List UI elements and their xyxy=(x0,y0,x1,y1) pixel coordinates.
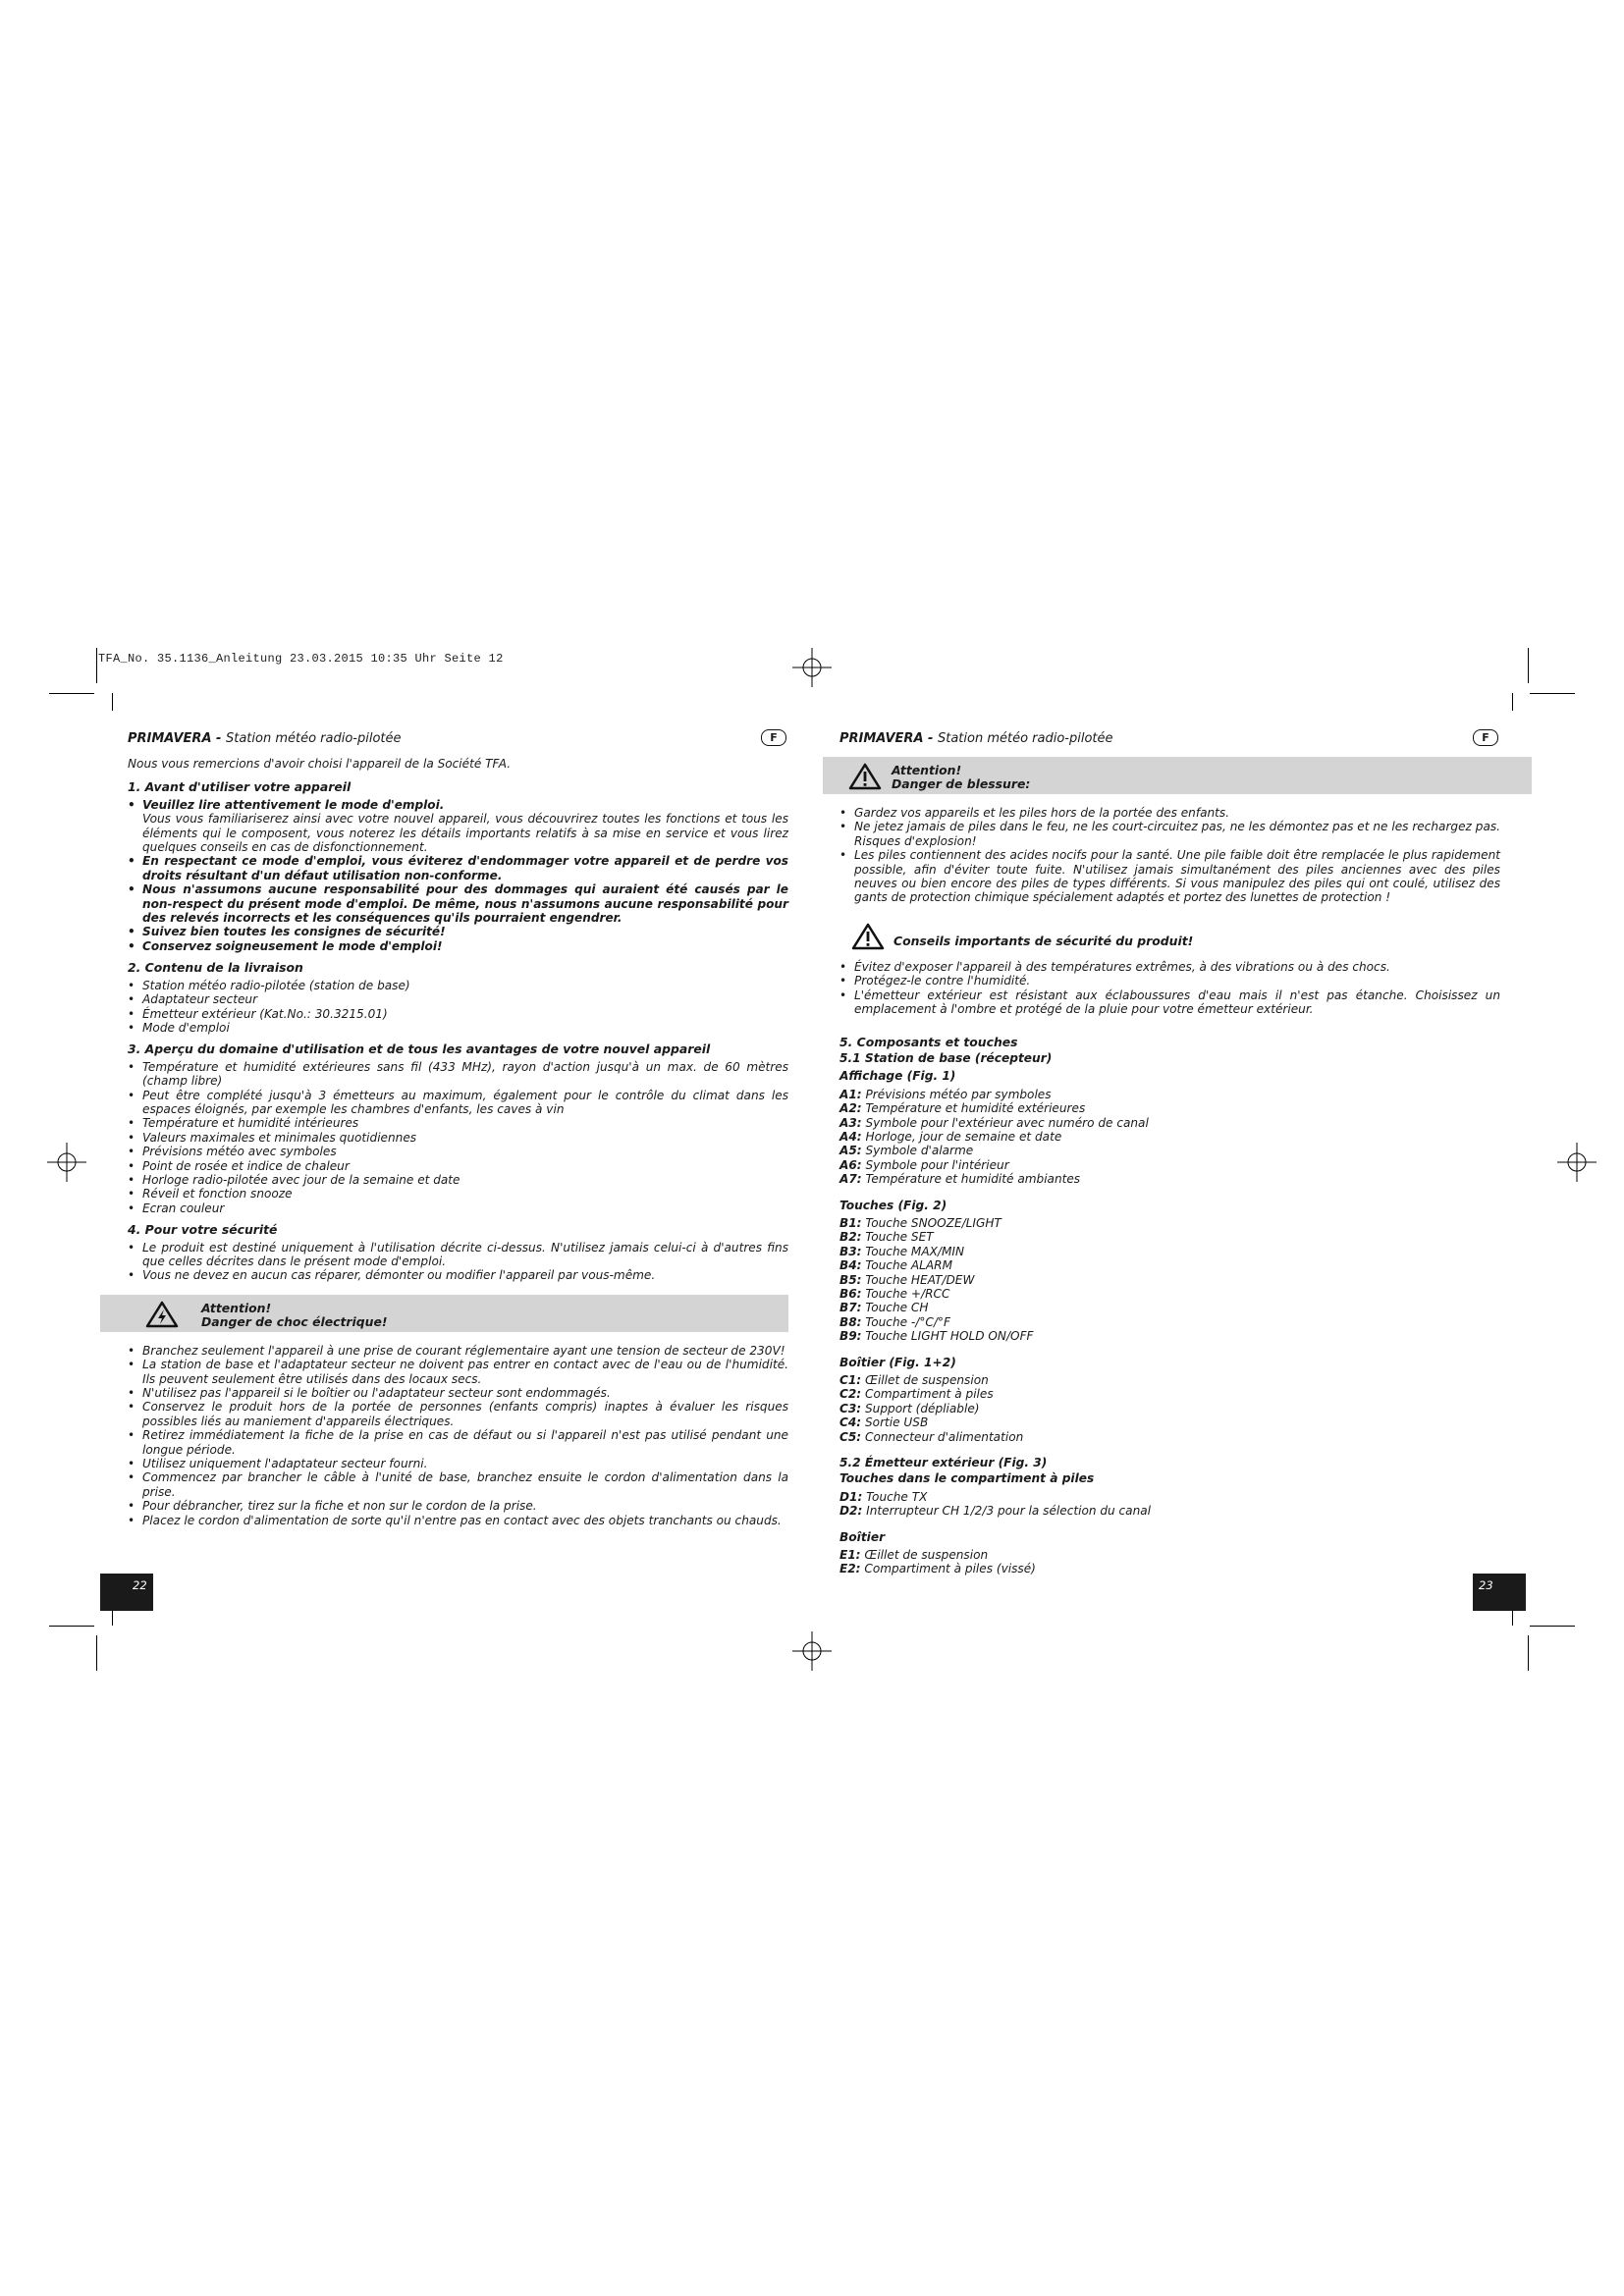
crop-mark xyxy=(49,1626,94,1627)
list-item: • Nous n'assumons aucune responsabilité pour des dommages qui auraient été causés par le non-respect du présent mode d'emploi. De même, nous n'assumons aucune responsabilité pour des relevés incorrects et les conséquences qu'ils pourraient engendrer. xyxy=(128,882,788,925)
group-heading: Boîtier (Fig. 1+2) xyxy=(839,1355,956,1369)
list-item: C1: Œillet de suspension xyxy=(839,1373,989,1387)
list-item: • Évitez d'exposer l'appareil à des températures extrêmes, à des vibrations ou à des chocs. xyxy=(839,960,1500,974)
list-item: • N'utilisez pas l'appareil si le boîtier ou l'adaptateur secteur sont endommagés. xyxy=(128,1386,788,1400)
list-item: A7: Température et humidité ambiantes xyxy=(839,1172,1081,1187)
section-heading: 4. Pour votre sécurité xyxy=(128,1222,278,1238)
language-badge: F xyxy=(1473,729,1498,746)
list-item: • Suivez bien toutes les consignes de sécurité! xyxy=(128,925,788,938)
warning-icon xyxy=(851,923,885,950)
list-item: • Utilisez uniquement l'adaptateur secteur fourni. xyxy=(128,1457,788,1470)
group-heading: Boîtier xyxy=(839,1529,886,1544)
list-item: • Peut être complété jusqu'à 3 émetteurs au maximum, également pour le contrôle du climat dans les espaces éloignés, par exemple les chambres d'enfants, les caves à vin xyxy=(128,1089,788,1117)
list-item: A4: Horloge, jour de semaine et date xyxy=(839,1129,1062,1144)
list-item: • Commencez par brancher le câble à l'unité de base, branchez ensuite le cordon d'alimentation dans la prise. xyxy=(128,1470,788,1499)
left-page xyxy=(128,731,788,1533)
list-item: E1: Œillet de suspension xyxy=(839,1548,989,1563)
list-item: • La station de base et l'adaptateur secteur ne doivent pas entrer en contact avec de l'eau ou de l'humidité. Ils peuvent seulement être utilisés dans des locaux secs. xyxy=(128,1358,788,1386)
crop-mark xyxy=(1528,1635,1529,1671)
safety-tips-title: Conseils importants de sécurité du produit! xyxy=(893,933,1194,948)
crop-mark xyxy=(96,648,97,683)
list-item: • En respectant ce mode d'emploi, vous éviterez d'endommager votre appareil et de perdre vos droits résultant d'un défaut utilisation non-conforme. xyxy=(128,854,788,882)
list-item: D2: Interrupteur CH 1/2/3 pour la sélection du canal xyxy=(839,1504,1152,1519)
list-item: C4: Sortie USB xyxy=(839,1415,929,1430)
group-heading: Touches dans le compartiment à piles xyxy=(839,1471,1095,1486)
electric-hazard-icon xyxy=(145,1301,179,1328)
bullet-list xyxy=(839,806,1500,905)
page-number: 22 xyxy=(133,1578,147,1592)
page-title: Station météo radio-pilotée xyxy=(937,731,1113,746)
crop-mark xyxy=(96,1635,97,1671)
bullet-list xyxy=(128,979,788,1036)
warning-banner xyxy=(823,757,1532,794)
bullet-list xyxy=(128,1060,788,1215)
affichage-list xyxy=(839,1088,1500,1187)
subsection-heading: 5.2 Émetteur extérieur (Fig. 3) xyxy=(839,1456,1048,1470)
list-item: • Réveil et fonction snooze xyxy=(128,1187,788,1201)
boitier2-list xyxy=(839,1548,1500,1576)
list-item: • Station météo radio-pilotée (station de base) xyxy=(128,979,788,992)
bullet-list xyxy=(128,1344,788,1527)
bullet-list xyxy=(839,960,1500,1017)
list-item: • Protégez-le contre l'humidité. xyxy=(839,974,1500,988)
safety-tips-header xyxy=(839,923,1500,956)
list-item: • Pour débrancher, tirez sur la fiche et non sur le cordon de la prise. xyxy=(128,1499,788,1513)
brand-name: PRIMAVERA - xyxy=(839,731,934,746)
section-heading: 5. Composants et touches xyxy=(839,1035,1018,1050)
page-number-box xyxy=(100,1574,153,1611)
page-header xyxy=(128,731,788,753)
touches-list xyxy=(839,1216,1500,1344)
list-item: B5: Touche HEAT/DEW xyxy=(839,1272,975,1287)
list-item: C2: Compartiment à piles xyxy=(839,1387,994,1402)
page-header xyxy=(839,731,1500,753)
list-item: • Conservez le produit hors de la portée de personnes (enfants compris) inaptes à évaluer les risques possibles liés au maniement d'appareils électriques. xyxy=(128,1400,788,1428)
group-heading: Affichage (Fig. 1) xyxy=(839,1069,956,1084)
list-item: B8: Touche -/°C/°F xyxy=(839,1314,950,1329)
list-item: • Retirez immédiatement la fiche de la prise en cas de défaut ou si l'appareil n'est pas utilisé pendant une longue période. xyxy=(128,1428,788,1457)
list-item: • Vous ne devez en aucun cas réparer, démonter ou modifier l'appareil par vous-même. xyxy=(128,1268,788,1282)
crop-mark xyxy=(112,693,113,711)
section-heading: 3. Aperçu du domaine d'utilisation et de tous les avantages de votre nouvel appareil xyxy=(128,1041,711,1057)
bullet-list xyxy=(128,798,788,953)
list-item: • Mode d'emploi xyxy=(128,1021,788,1035)
bullet-list xyxy=(128,1241,788,1283)
registration-mark-icon xyxy=(792,1631,832,1671)
crop-mark xyxy=(1512,693,1513,711)
page-number-box xyxy=(1473,1574,1526,1611)
list-item: B9: Touche LIGHT HOLD ON/OFF xyxy=(839,1329,1034,1344)
list-item: • Branchez seulement l'appareil à une prise de courant réglementaire ayant une tension de secteur de 230V! xyxy=(128,1344,788,1358)
list-item: • Gardez vos appareils et les piles hors de la portée des enfants. xyxy=(839,806,1500,820)
list-item: • Ecran couleur xyxy=(128,1201,788,1215)
list-item: • Température et humidité intérieures xyxy=(128,1116,788,1130)
list-item: C5: Connecteur d'alimentation xyxy=(839,1429,1024,1444)
list-item: • Émetteur extérieur (Kat.No.: 30.3215.01) xyxy=(128,1007,788,1021)
list-item: D1: Touche TX xyxy=(839,1489,928,1504)
crop-mark xyxy=(1512,1610,1513,1626)
subsection-heading: 5.1 Station de base (récepteur) xyxy=(839,1050,1053,1065)
list-item: B6: Touche +/RCC xyxy=(839,1286,950,1301)
list-item: B2: Touche SET xyxy=(839,1230,934,1245)
list-item: • Valeurs maximales et minimales quotidiennes xyxy=(128,1131,788,1145)
list-item: A6: Symbole pour l'intérieur xyxy=(839,1157,1009,1172)
list-item: • Adaptateur secteur xyxy=(128,992,788,1006)
print-slug: TFA_No. 35.1136_Anleitung 23.03.2015 10:35 Uhr Seite 12 xyxy=(98,652,504,666)
list-item: C3: Support (dépliable) xyxy=(839,1401,980,1415)
tcomp-list xyxy=(839,1490,1500,1519)
warning-icon xyxy=(848,763,882,790)
list-item: A1: Prévisions météo par symboles xyxy=(839,1087,1052,1101)
group-heading: Touches (Fig. 2) xyxy=(839,1198,947,1212)
crop-mark xyxy=(112,1610,113,1626)
crop-mark xyxy=(1530,693,1575,694)
list-item: E2: Compartiment à piles (vissé) xyxy=(839,1562,1036,1576)
boitier-list xyxy=(839,1373,1500,1444)
list-item: • Point de rosée et indice de chaleur xyxy=(128,1159,788,1173)
warning-title: Attention! xyxy=(892,763,962,777)
list-item: • Le produit est destiné uniquement à l'utilisation décrite ci-dessus. N'utilisez jamais celui-ci à d'autres fins que celles décrites dans le présent mode d'emploi. xyxy=(128,1241,788,1269)
list-item: B7: Touche CH xyxy=(839,1301,929,1315)
list-item: • Température et humidité extérieures sans fil (433 MHz), rayon d'action jusqu'à un max. de 60 mètres (champ libre) xyxy=(128,1060,788,1089)
list-item: • Placez le cordon d'alimentation de sorte qu'il n'entre pas en contact avec des objets tranchants ou chauds. xyxy=(128,1514,788,1527)
section-heading: 2. Contenu de la livraison xyxy=(128,960,303,976)
right-page xyxy=(839,731,1500,1576)
list-item: • Horloge radio-pilotée avec jour de la semaine et date xyxy=(128,1173,788,1187)
list-item: • Veuillez lire attentivement le mode d'emploi. Vous vous familiariserez ainsi avec votre nouvel appareil, vous découvrirez toutes les fonctions et tous les éléments qui le composent, vous noterez les détails importants relatifs à sa mise en service et vous lirez quelques conseils en cas de disfonctionnement. xyxy=(128,798,788,855)
list-item: • Ne jetez jamais de piles dans le feu, ne les court-circuitez pas, ne les démontez pas et ne les rechargez pas. Risques d'explosion! xyxy=(839,820,1500,848)
list-item: B4: Touche ALARM xyxy=(839,1258,953,1273)
warning-subtitle: Danger de blessure: xyxy=(892,776,1031,791)
warning-banner xyxy=(100,1295,788,1332)
crop-mark xyxy=(1530,1626,1575,1627)
list-item: • Les piles contiennent des acides nocifs pour la santé. Une pile faible doit être remplacée le plus rapidement possible, afin d'éviter toute fuite. N'utilisez jamais simultanément des piles anciennes avec des piles neuves ou bien encore des piles de types différents. Si vous manipulez des piles qui ont coulé, utilisez des gants de protection chimique spécialement adaptés et portez des lunettes de protection ! xyxy=(839,848,1500,905)
registration-mark-icon xyxy=(47,1143,86,1182)
section-heading: 1. Avant d'utiliser votre appareil xyxy=(128,779,352,795)
list-item: B1: Touche SNOOZE/LIGHT xyxy=(839,1215,1001,1230)
list-item: • Conservez soigneusement le mode d'emploi! xyxy=(128,939,788,953)
list-item: A5: Symbole d'alarme xyxy=(839,1144,974,1158)
list-item: A2: Température et humidité extérieures xyxy=(839,1101,1086,1116)
page-number: 23 xyxy=(1479,1578,1493,1592)
registration-mark-icon xyxy=(1557,1143,1597,1182)
crop-mark xyxy=(49,693,94,694)
list-item: • L'émetteur extérieur est résistant aux éclaboussures d'eau mais il n'est pas étanche. Choisissez un emplacement à l'ombre et protégé de la pluie pour votre émetteur extérieur. xyxy=(839,988,1500,1017)
list-item: • Prévisions météo avec symboles xyxy=(128,1145,788,1158)
registration-mark-icon xyxy=(792,648,832,687)
language-badge: F xyxy=(761,729,786,746)
page-title: Station météo radio-pilotée xyxy=(225,731,402,746)
intro-text: Nous vous remercions d'avoir choisi l'appareil de la Société TFA. xyxy=(128,757,512,771)
list-item: B3: Touche MAX/MIN xyxy=(839,1244,965,1258)
warning-title: Attention! xyxy=(201,1300,272,1315)
crop-mark xyxy=(1528,648,1529,683)
brand-name: PRIMAVERA - xyxy=(128,731,222,746)
warning-subtitle: Danger de choc électrique! xyxy=(201,1313,388,1329)
list-item: A3: Symbole pour l'extérieur avec numéro de canal xyxy=(839,1115,1149,1130)
